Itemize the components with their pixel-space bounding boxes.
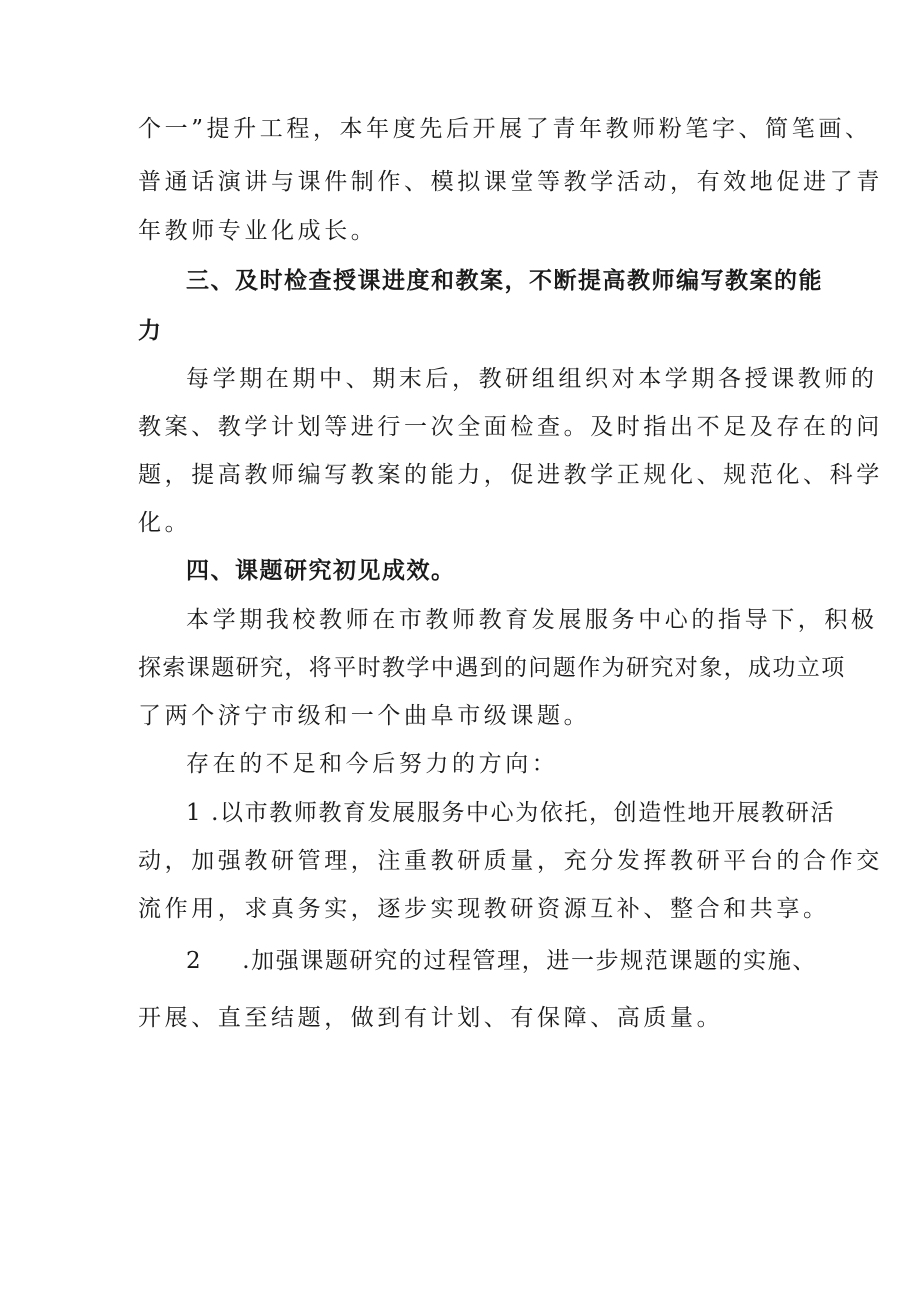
paragraph-line: 教案、教学计划等进行一次全面检查。及时指出不足及存在的问 — [138, 414, 883, 440]
section-heading-3: 三、及时检查授课进度和教案，不断提高教师编写教案的能 — [186, 268, 823, 294]
list-number: 2 — [186, 948, 203, 974]
paragraph-line: 流作用，求真务实，逐步实现教研资源互补、整合和共享。 — [138, 896, 830, 922]
list-item-1: 1 .以市教师教育发展服务中心为依托，创造性地开展教研活 — [186, 800, 836, 826]
paragraph-line: 存在的不足和今后努力的方向： — [186, 751, 559, 777]
paragraph-line: 开展、直至结题，做到有计划、有保障、高质量。 — [138, 1005, 724, 1031]
paragraph-line: 个一”提升工程，本年度先后开展了青年教师粉笔字、简笔画、 — [138, 116, 872, 142]
paragraph-line: 普通话演讲与课件制作、模拟课堂等教学活动，有效地促进了青 — [138, 169, 883, 195]
paragraph-line: 化。 — [138, 510, 192, 536]
list-text: .加强课题研究的过程管理，进一步规范课题的实施、 — [242, 948, 817, 974]
paragraph-line: 题，提高教师编写教案的能力，促进教学正规化、规范化、科学 — [138, 462, 883, 488]
paragraph-line: 了两个济宁市级和一个曲阜市级课题。 — [138, 703, 591, 729]
paragraph-line: 每学期在期中、期末后，教研组组织对本学期各授课教师的 — [186, 366, 878, 392]
paragraph-line: 年教师专业化成长。 — [138, 218, 378, 244]
paragraph-line: 本学期我校教师在市教师教育发展服务中心的指导下，积极 — [186, 607, 878, 633]
paragraph-line: 动，加强教研管理，注重教研质量，充分发挥教研平台的合作交 — [138, 848, 883, 874]
paragraph-line: 探索课题研究，将平时教学中遇到的问题作为研究对象，成功立项 — [138, 655, 846, 681]
section-heading-3-cont: 力 — [138, 318, 163, 344]
section-heading-4: 四、课题研究初见成效。 — [186, 558, 456, 584]
list-item-2 — [186, 946, 817, 976]
